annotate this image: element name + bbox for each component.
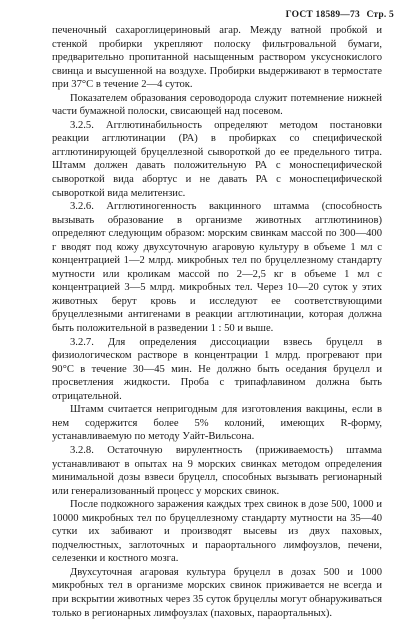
paragraph: После подкожного заражения каждых трех свинок в дозе 500, 1000 и 10000 микробных тел по бруцеллезному стандарту мутности на 35—40 сутки их забивают и производят высевы из двух паховых, подчелюстных, заглоточных и параортального лимфоузлов, печени, селезенки и костного мозга. [52,499,382,565]
paragraph-3-2-5: 3.2.5. Агглютинабильность определяют методом постановки реакции агглютинации (РА) в пробирках со специфической агглютинирующей бруцеллезной сывороткой до ее предельного титра. Штамм должен давать положительную РА с моноспецифической сывороткой вида абортус и не давать РА с моноспецифической сывороткой вида мелитензис. [52,119,382,199]
page-header [282,10,394,20]
standard-number: ГОСТ 18589—73 [285,10,360,20]
paragraph-3-2-8: 3.2.8. Остаточную вирулентность (приживаемость) штамма устанавливают в опытах на 9 морских свинках методом определения минимальной дозы взвеси бруцелл, способных вызывать регионарный или генерализованный процесс у морских свинок. [52,444,382,497]
paragraph-continuation: печеночный сахароглицериновый агар. Между ватной пробкой и стенкой пробирки укрепляют полоску фильтровальной бумаги, предварительно пропитанной насыщенным раствором уксуснокислого свинца и высушенной на воздухе. Пробирки выдерживают в термостате при 37°С в течение 2—4 суток. [52,25,382,91]
paragraph: Показателем образования сероводорода служит потемнение нижней части бумажной полоски, свисающей над посевом. [52,92,382,118]
paragraph-3-2-7: 3.2.7. Для определения диссоциации взвесь бруцелл в физиологическом растворе в концентрации 1 млрд. прогревают при 90°С в течение 30—45 мин. Не должно быть оседания бруцелл и просветления жидкости. Проба с трипафлавином должна быть отрицательной. [52,336,382,402]
paragraph: Двухсуточная агаровая культура бруцелл в дозах 500 и 1000 микробных тел в организме морских свинок приживается не всегда и при вскрытии животных через 35 суток бруцеллы могут обнаруживаться только в регионарных лимфоузлах (паховых, параортальных). [52,566,382,619]
page-number: Стр. 5 [366,10,394,20]
document-body [52,24,382,620]
paragraph: Штамм считается непригодным для изготовления вакцины, если в нем содержится более 5% колоний, имеющих R-форму, устанавливаемую по методу Уайт-Вильсона. [52,404,382,443]
paragraph-3-2-6: 3.2.6. Агглютиногенность вакцинного штамма (способность вызывать образование в организме животных агглютининов) определяют следующим образом: морским свинкам массой по 300—400 г вводят под кожу двухсуточную агаровую культуру в объеме 1 мл с концентрацией 1—2 млрд. микробных тел по бруцеллезному стандарту мутности или кроликам массой по 2—2,5 кг в объеме 1 мл с концентрацией 3—5 млрд. микробных тел. Через 10—20 суток у этих животных берут кровь и исследуют ее соответствующими бруцеллезными антигенами в реакции агглютинации, которая должна быть положительной в разведении 1 : 50 и выше. [52,201,382,335]
